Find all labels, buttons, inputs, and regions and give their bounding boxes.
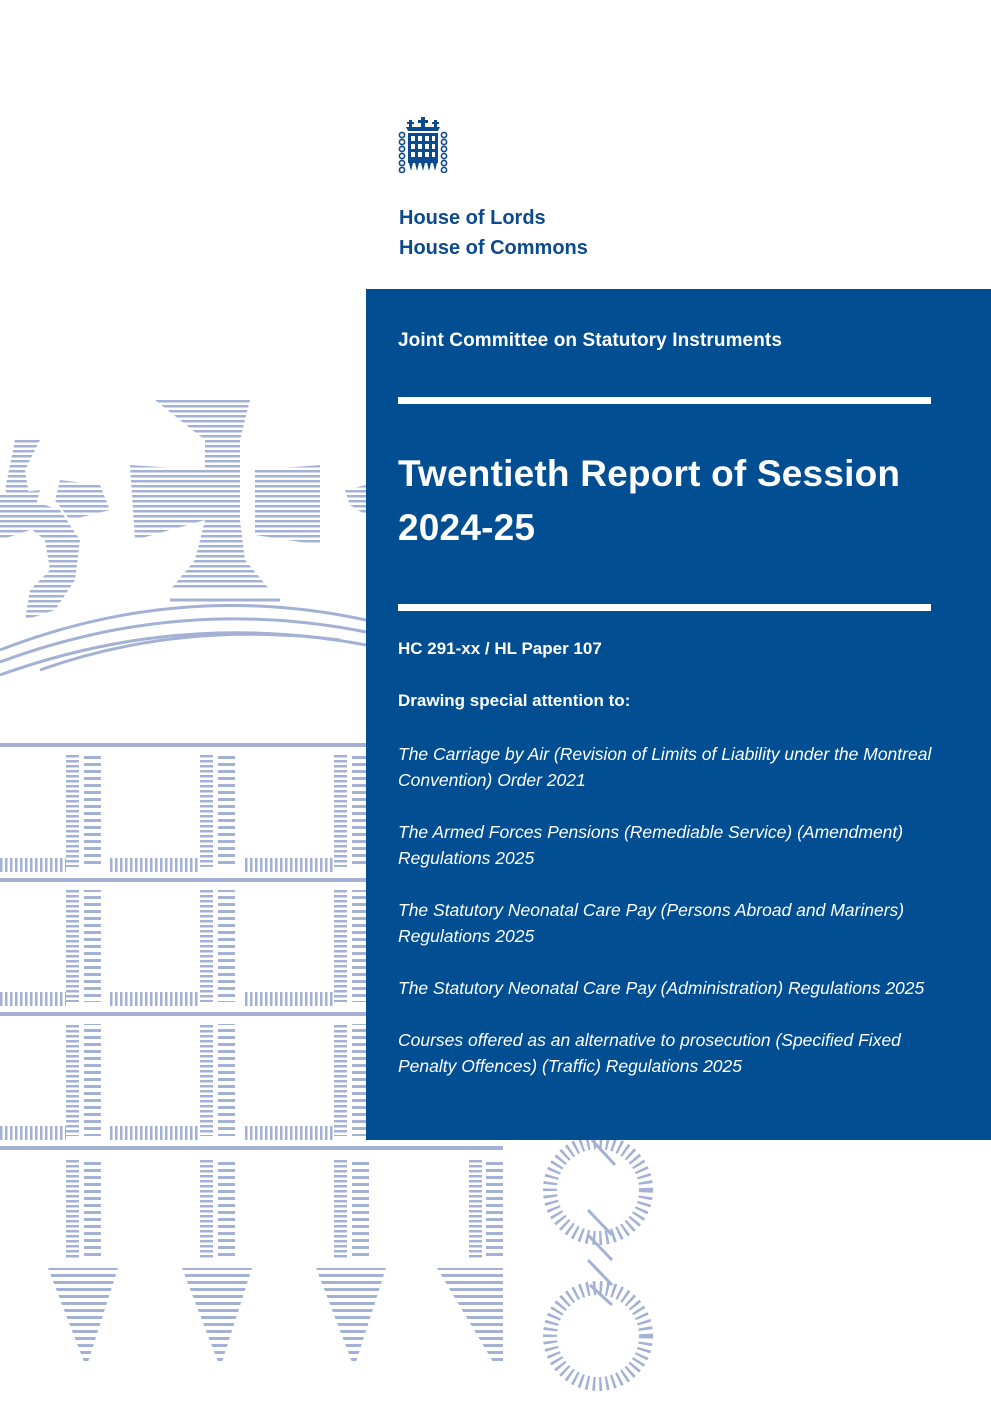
attention-heading: Drawing special attention to: (398, 691, 631, 710)
portcullis-icon (398, 117, 448, 173)
publisher-names (399, 203, 588, 263)
crown-outline-icon (0, 400, 366, 675)
instrument-item: Courses offered as an alternative to prosecution (Specified Fixed Penalty Offences) (Traffic) Regulations 2025 (398, 1030, 901, 1076)
chain-links-icon (550, 1140, 646, 1384)
title-line-1: Twentieth Report of Session (398, 453, 901, 494)
house-of-lords: House of Lords (399, 207, 546, 229)
paper-reference: HC 291-xx / HL Paper 107 (398, 639, 602, 658)
report-title (398, 447, 958, 555)
instrument-item: The Armed Forces Pensions (Remediable Service) (Amendment) Regulations 2025 (398, 822, 904, 868)
instrument-list (398, 741, 943, 1105)
instrument-item: The Carriage by Air (Revision of Limits of Liability under the Montreal Convention) Order 2021 (398, 744, 932, 790)
title-line-2: 2024-25 (398, 507, 536, 548)
divider-top (398, 397, 931, 404)
instrument-item: The Statutory Neonatal Care Pay (Persons Abroad and Mariners) Regulations 2025 (398, 900, 905, 946)
house-of-commons: House of Commons (399, 237, 588, 259)
committee-name: Joint Committee on Statutory Instruments (398, 330, 783, 351)
divider-bottom (398, 604, 931, 611)
report-info-panel (366, 289, 991, 1140)
instrument-item: The Statutory Neonatal Care Pay (Administration) Regulations 2025 (398, 978, 925, 998)
